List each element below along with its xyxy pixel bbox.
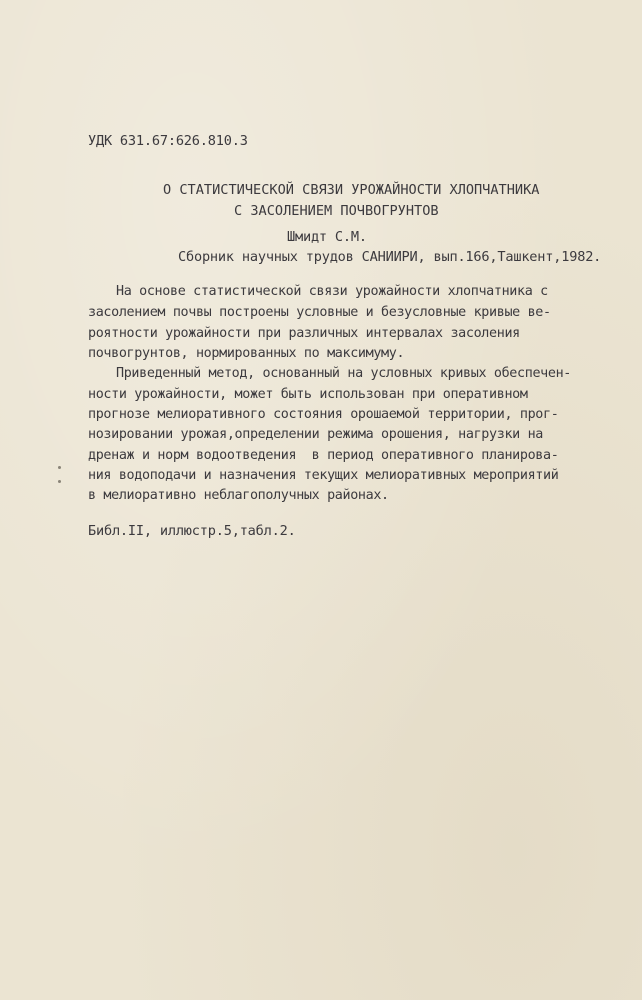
title-line-2: С ЗАСОЛЕНИЕМ ПОЧВОГРУНТОВ: [234, 203, 439, 219]
author: Шмидт С.М.: [287, 229, 367, 245]
abstract-line: Приведенный метод, основанный на условных кривых обеспечен-: [116, 366, 571, 381]
source-citation: Сборник научных трудов САНИИРИ, вып.166,Ташкент,1982.: [178, 249, 602, 265]
abstract-line: На основе статистической связи урожайности хлопчатника с: [116, 284, 548, 299]
abstract-line: роятности урожайности при различных интервалах засоления: [88, 326, 520, 341]
bibliography-note: Библ.II, иллюстр.5,табл.2.: [88, 523, 296, 539]
abstract-line: в мелиоративно неблагополучных районах.: [88, 488, 389, 503]
abstract-line: засолением почвы построены условные и безусловные кривые ве-: [88, 305, 551, 320]
abstract-line: прогнозе мелиоративного состояния орошаемой территории, прог-: [88, 407, 559, 422]
abstract-line: дренаж и норм водоотведения в период оперативного планирова-: [88, 448, 559, 463]
margin-speck: [58, 480, 61, 483]
title-line-1: О СТАТИСТИЧЕСКОЙ СВЯЗИ УРОЖАЙНОСТИ ХЛОПЧАТНИКА: [163, 182, 540, 198]
abstract-line: ния водоподачи и назначения текущих мелиоративных мероприятий: [88, 468, 559, 483]
margin-speck: [58, 466, 61, 469]
abstract-line: нозировании урожая,определении режима орошения, нагрузки на: [88, 427, 543, 442]
abstract-line: почвогрунтов, нормированных по максимуму.: [88, 346, 405, 361]
abstract-line: ности урожайности, может быть использован при оперативном: [88, 387, 528, 402]
udc-code: УДК 631.67:626.810.3: [88, 133, 248, 149]
